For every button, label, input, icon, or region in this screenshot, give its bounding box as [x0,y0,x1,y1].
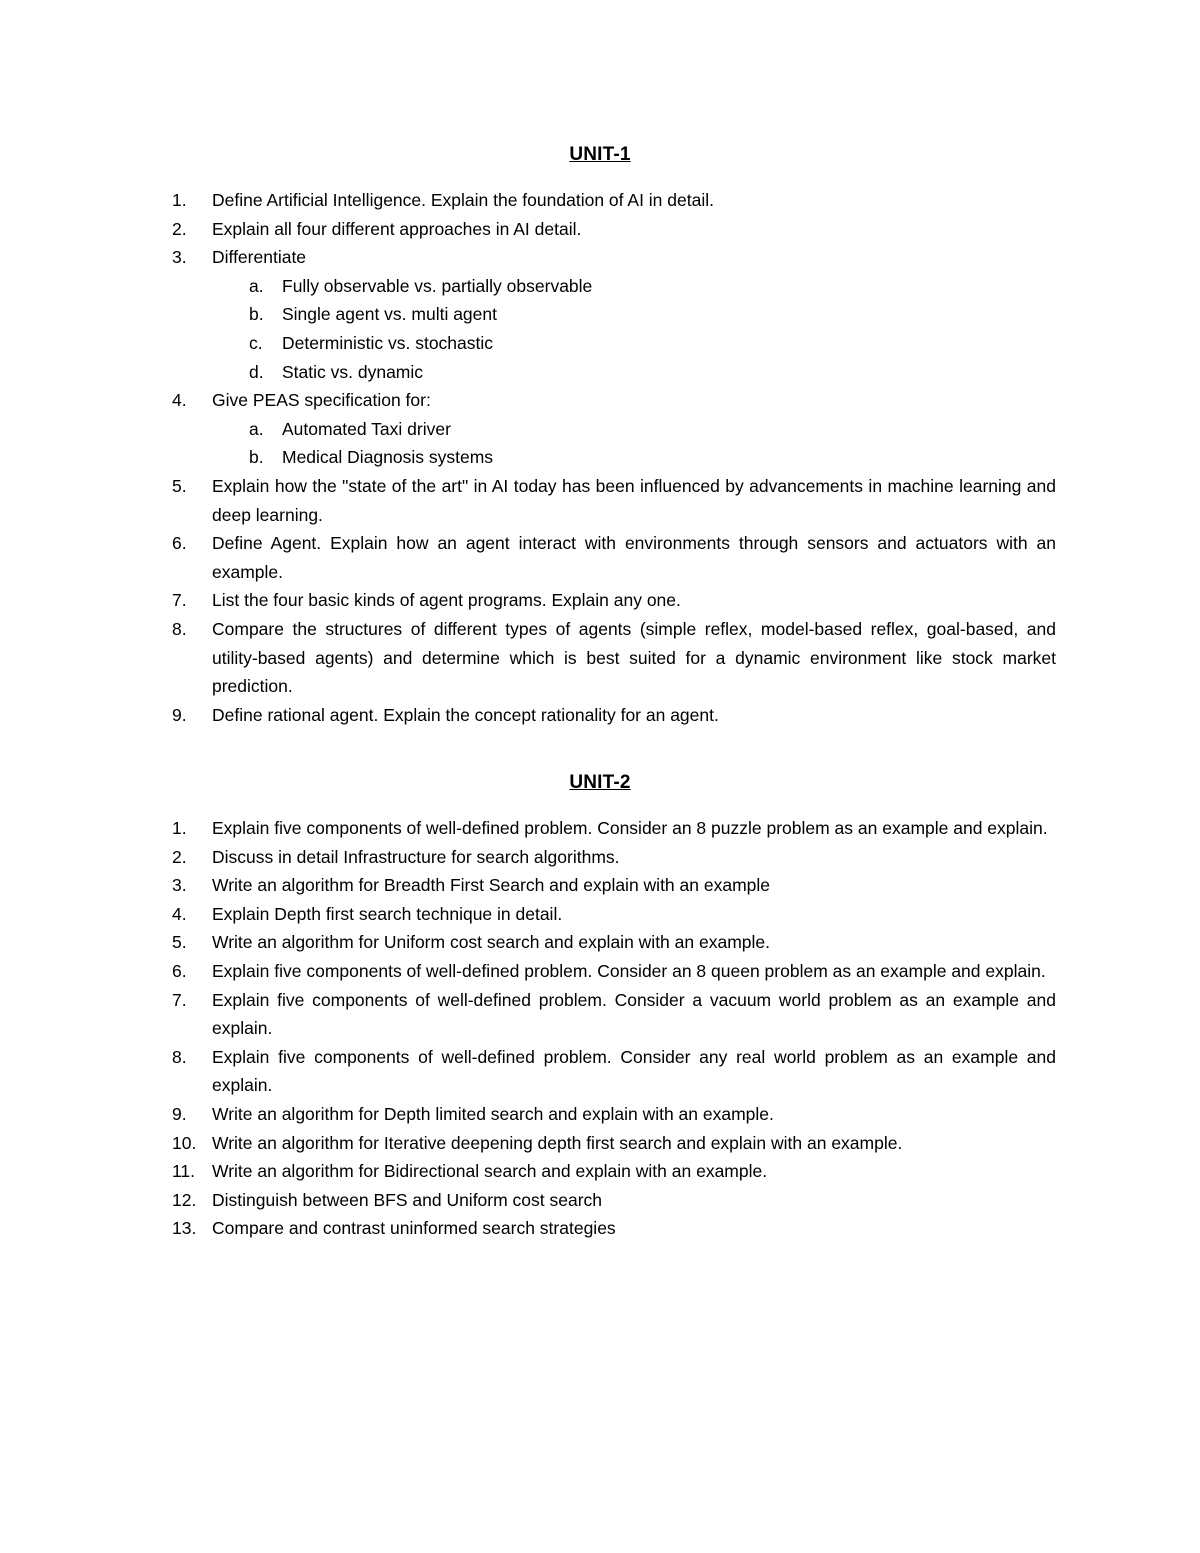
unit-1-question-list [172,186,1056,729]
question-number: 10. [172,1132,197,1153]
sub-question-text: Single agent vs. multi agent [282,304,497,325]
sub-question-letter: b. [249,447,264,468]
question-item [172,957,1056,986]
question-item [172,986,1056,1043]
sub-question-item [212,272,1056,301]
question-item [172,386,1056,472]
sub-question-letter: d. [249,361,264,382]
question-text: Write an algorithm for Uniform cost search and explain with an example. [212,932,770,953]
question-text: Distinguish between BFS and Uniform cost search [212,1189,603,1210]
question-number: 5. [172,475,187,496]
sub-question-text: Static vs. dynamic [282,361,424,382]
question-number: 4. [172,903,187,924]
question-item [172,814,1056,843]
sub-question-item [212,443,1056,472]
question-number: 8. [172,1046,187,1067]
question-number: 6. [172,533,187,554]
sub-question-text: Fully observable vs. partially observable [282,275,593,296]
question-text: Compare the structures of different types of agents (simple reflex, model-based reflex, goal-based, and utility-based agents) and determine which is best suited for a dynamic environment like stock market prediction. [212,618,1056,697]
question-item [172,1157,1056,1186]
question-number: 1. [172,818,187,838]
question-number: 2. [172,218,187,239]
question-number: 3. [172,247,187,268]
question-text: Explain how the "state of the art" in AI today has been influenced by advancements in machine learning and deep learning. [212,475,1056,525]
question-item [172,243,1056,386]
question-item [172,1100,1056,1129]
question-item [172,1129,1056,1158]
question-item [172,900,1056,929]
question-number: 1. [172,190,187,210]
sub-question-item [212,329,1056,358]
question-text: Define Artificial Intelligence. Explain the foundation of AI in detail. [212,190,714,210]
question-number: 13. [172,1218,197,1239]
question-text: Explain five components of well-defined problem. Consider an 8 puzzle problem as an example and explain. [212,818,1048,838]
question-item [172,615,1056,701]
question-item [172,1186,1056,1215]
question-item [172,1043,1056,1100]
unit-2-heading: UNIT-2 [569,772,631,793]
sub-question-list [212,415,1056,472]
question-item [172,186,1056,215]
question-text: Compare and contrast uninformed search strategies [212,1218,616,1239]
question-number: 3. [172,875,187,896]
question-text: Explain Depth first search technique in detail. [212,903,563,924]
question-item [172,928,1056,957]
question-number: 9. [172,704,187,725]
question-text: Write an algorithm for Breadth First Search and explain with an example [212,875,771,896]
question-text: Write an algorithm for Depth limited search and explain with an example. [212,1103,774,1124]
question-text: Write an algorithm for Iterative deepening depth first search and explain with an example. [212,1132,903,1153]
question-text: Explain five components of well-defined problem. Consider a vacuum world problem as an example and explain. [212,989,1056,1039]
sub-question-letter: a. [249,418,264,439]
unit-1-heading: UNIT-1 [569,144,631,165]
question-item [172,1214,1056,1243]
question-text: Give PEAS specification for: [212,390,431,411]
question-number: 8. [172,618,187,639]
question-number: 4. [172,390,187,411]
question-text: Discuss in detail Infrastructure for search algorithms. [212,846,620,867]
question-item [172,586,1056,615]
question-text: List the four basic kinds of agent programs. Explain any one. [212,590,681,611]
question-text: Define Agent. Explain how an agent interact with environments through sensors and actuators with an example. [212,533,1056,582]
question-number: 9. [172,1103,187,1124]
question-text: Define rational agent. Explain the concept rationality for an agent. [212,704,719,725]
question-text: Differentiate [212,247,307,268]
question-number: 2. [172,846,187,867]
sub-question-text: Automated Taxi driver [282,418,451,439]
sub-question-letter: a. [249,275,264,296]
question-text: Explain five components of well-defined problem. Consider an 8 queen problem as an example and explain. [212,960,1046,981]
question-item [172,215,1056,244]
question-text: Write an algorithm for Bidirectional search and explain with an example. [212,1161,768,1182]
sub-question-text: Medical Diagnosis systems [282,447,494,468]
question-number: 7. [172,590,187,611]
sub-question-letter: b. [249,304,264,325]
question-text: Explain five components of well-defined problem. Consider any real world problem as an example and explain. [212,1046,1056,1096]
question-number: 7. [172,989,187,1010]
sub-question-item [212,415,1056,444]
question-item [172,529,1056,586]
question-item [172,843,1056,872]
sub-question-letter: c. [249,332,263,353]
question-number: 11. [172,1161,196,1182]
question-item [172,472,1056,529]
sub-question-text: Deterministic vs. stochastic [282,332,494,353]
question-item [172,701,1056,730]
question-number: 6. [172,960,187,981]
question-text: Explain all four different approaches in AI detail. [212,218,582,239]
sub-question-item [212,358,1056,387]
question-number: 5. [172,932,187,953]
question-number: 12. [172,1189,197,1210]
unit-2-question-list [172,814,1056,1243]
sub-question-list [212,272,1056,386]
sub-question-item [212,300,1056,329]
question-item [172,871,1056,900]
